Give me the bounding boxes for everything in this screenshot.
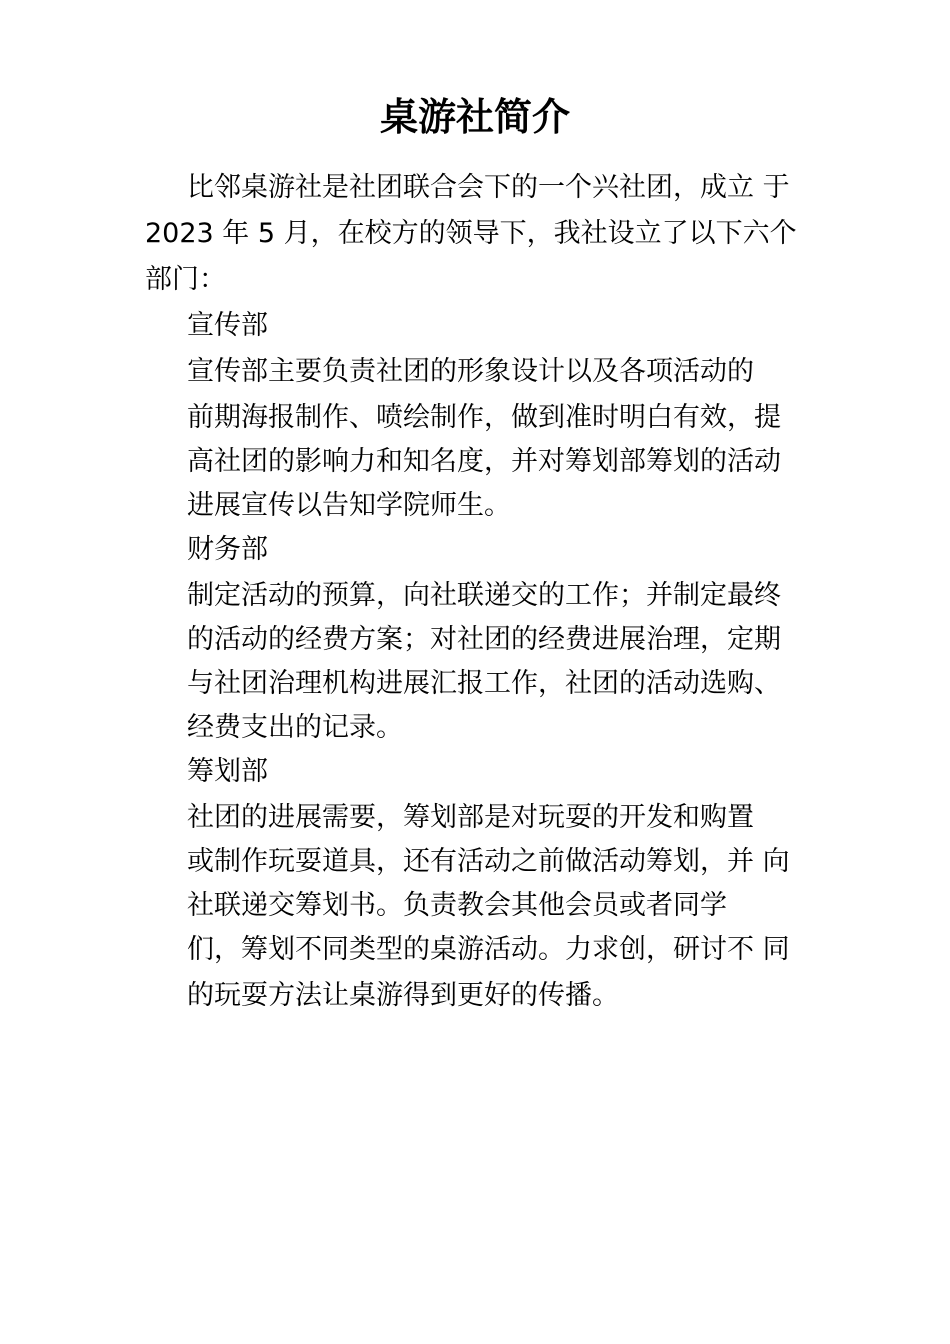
publicity-line-2: 前期海报制作、喷绘制作，做到准时明白有效，提 [187, 402, 781, 433]
planning-line-4: 们，筹划不同类型的桌游活动。力求创，研讨不 同 [187, 934, 790, 965]
section-heading-finance: 财务部 [187, 534, 268, 565]
intro-line-2: 2023 年 5 月，在校方的领导下，我社设立了以下六个 [145, 218, 797, 249]
publicity-line-3: 高社团的影响力和知名度，并对筹划部筹划的活动 [187, 446, 781, 477]
planning-line-3: 社联递交筹划书。负责教会其他会员或者同学 [187, 890, 727, 921]
finance-line-4: 经费支出的记录。 [187, 712, 403, 743]
planning-line-2: 或制作玩耍道具，还有活动之前做活动筹划，并 向 [187, 846, 790, 877]
planning-line-1: 社团的进展需要，筹划部是对玩耍的开发和购置 [187, 802, 754, 833]
publicity-line-1: 宣传部主要负责社团的形象设计以及各项活动的 [187, 356, 754, 387]
publicity-line-4: 进展宣传以告知学院师生。 [187, 490, 511, 521]
intro-line-3: 部门： [145, 264, 226, 295]
planning-line-5: 的玩耍方法让桌游得到更好的传播。 [187, 980, 619, 1011]
intro-line-1: 比邻桌游社是社团联合会下的一个兴社团，成立 于 [187, 172, 790, 203]
document-title: 桌游社简介 [379, 95, 570, 139]
section-heading-publicity: 宣传部 [187, 310, 268, 341]
finance-line-3: 与社团治理机构进展汇报工作，社团的活动选购、 [187, 668, 781, 699]
finance-line-1: 制定活动的预算，向社联递交的工作；并制定最终 [187, 580, 781, 611]
section-heading-planning: 筹划部 [187, 756, 268, 787]
finance-line-2: 的活动的经费方案；对社团的经费进展治理，定期 [187, 624, 781, 655]
